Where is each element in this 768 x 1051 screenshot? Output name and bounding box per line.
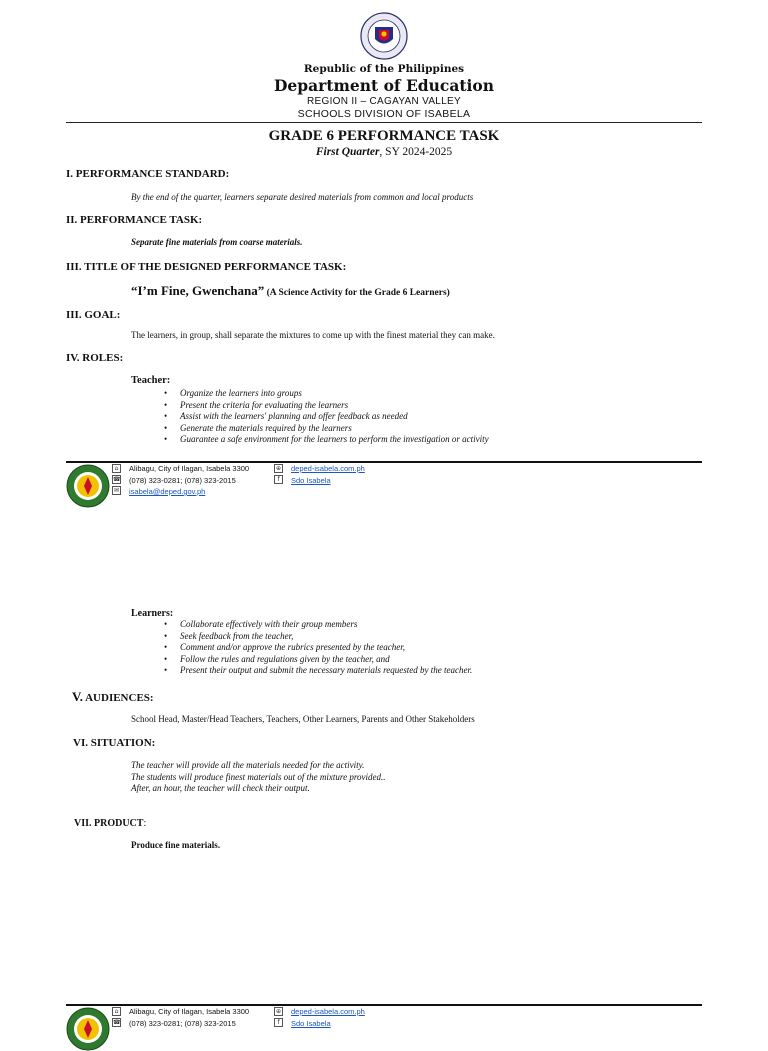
goal-heading: III. GOAL: <box>66 309 121 321</box>
footer-email-link[interactable]: isabela@deped.gov.ph <box>129 487 206 496</box>
list-item: • Follow the rules and regulations given by the teacher, and <box>180 654 472 666</box>
facebook-icon: f <box>274 475 283 484</box>
facebook-icon: f <box>274 1018 283 1027</box>
teacher-label: Teacher: <box>131 375 171 386</box>
list-item: • Present the criteria for evaluating the learners <box>180 400 489 412</box>
location-icon: ⌂ <box>112 464 121 473</box>
phone-icon: ☎ <box>113 1019 121 1026</box>
school-year: , SY 2024-2025 <box>379 146 453 158</box>
department-name: Department of Education <box>273 76 495 95</box>
list-item: • Assist with the learners' planning and offer feedback as needed <box>180 411 489 423</box>
footer-facebook-link[interactable]: Sdo Isabela <box>291 475 331 485</box>
list-item: • Present their output and submit the necessary materials requested by the teacher. <box>180 665 472 677</box>
audiences-numeral: V. <box>72 689 83 704</box>
list-item: • Seek feedback from the teacher, <box>180 631 472 643</box>
situation-heading: VI. SITUATION: <box>73 737 156 749</box>
audiences-heading <box>72 689 154 705</box>
quarter-line <box>0 146 768 158</box>
phone-icon: ☎ <box>113 476 121 483</box>
audiences-title: AUDIENCES: <box>82 692 154 704</box>
footer-contact <box>129 1006 249 1029</box>
goal-text: The learners, in group, shall separate the mixtures to come up with the finest material they can make. <box>131 330 495 340</box>
situation-line: The teacher will provide all the materials needed for the activity. <box>131 760 365 770</box>
region-line: REGION II – CAGAYAN VALLEY <box>307 96 461 107</box>
footer-links <box>291 1006 365 1029</box>
footer-website-link[interactable]: deped-isabela.com.ph <box>291 1007 365 1016</box>
sdo-isabela-logo-icon <box>66 464 110 508</box>
product-title: VII. PRODUCT <box>74 818 144 829</box>
header-divider <box>66 122 702 123</box>
audiences-text: School Head, Master/Head Teachers, Teachers, Other Learners, Parents and Other Stakeholders <box>131 714 475 724</box>
list-item: • Organize the learners into groups <box>180 388 489 400</box>
footer-contact <box>129 463 249 498</box>
list-item: • Guarantee a safe environment for the learners to perform the investigation or activity <box>180 434 489 446</box>
product-heading <box>74 818 146 829</box>
learners-label: Learners: <box>131 608 174 619</box>
list-item: • Collaborate effectively with their group members <box>180 619 472 631</box>
deped-seal-icon <box>360 12 408 60</box>
footer-facebook-link[interactable]: Sdo Isabela <box>291 1018 331 1028</box>
republic-line: Republic of the Philippines <box>303 63 465 75</box>
product-text: Produce fine materials. <box>131 840 221 850</box>
designed-title <box>131 283 450 299</box>
footer-website-link[interactable]: deped-isabela.com.ph <box>291 464 365 473</box>
standard-heading: I. PERFORMANCE STANDARD: <box>66 168 230 180</box>
task-text: Separate fine materials from coarse materials. <box>131 237 303 247</box>
email-icon: ✉ <box>113 487 120 494</box>
situation-text <box>131 760 385 795</box>
page-title: GRADE 6 PERFORMANCE TASK <box>268 128 500 144</box>
learners-list <box>160 619 472 677</box>
division-line: SCHOOLS DIVISION OF ISABELA <box>297 108 471 120</box>
designed-title-main: “I’m Fine, Gwenchana” <box>131 283 265 298</box>
list-item: • Comment and/or approve the rubrics presented by the teacher, <box>180 642 472 654</box>
teacher-list <box>160 388 489 446</box>
footer-links <box>291 463 365 486</box>
roles-heading: IV. ROLES: <box>66 352 124 364</box>
web-icon: ⊕ <box>275 1008 282 1015</box>
footer-phone: (078) 323-0281; (078) 323-2015 <box>129 1018 236 1028</box>
situation-line: The students will produce finest materials out of the mixture provided.. <box>131 771 386 782</box>
list-item: • Generate the materials required by the learners <box>180 423 489 435</box>
product-colon: : <box>143 818 147 829</box>
task-heading: II. PERFORMANCE TASK: <box>66 214 203 226</box>
situation-line: After, an hour, the teacher will check their output. <box>131 783 310 794</box>
web-icon: ⊕ <box>275 465 282 472</box>
designed-title-sub: (A Science Activity for the Grade 6 Learners) <box>264 288 450 298</box>
standard-text: By the end of the quarter, learners separate desired materials from common and local products <box>131 192 474 202</box>
quarter-label: First Quarter <box>315 146 380 158</box>
footer-address: Alibagu, City of Ilagan, Isabela 3300 <box>129 464 250 473</box>
sdo-isabela-logo-icon <box>66 1007 110 1051</box>
footer-address: Alibagu, City of Ilagan, Isabela 3300 <box>129 1007 250 1016</box>
footer-phone: (078) 323-0281; (078) 323-2015 <box>129 475 236 485</box>
designed-title-heading: III. TITLE OF THE DESIGNED PERFORMANCE TASK: <box>66 261 347 273</box>
location-icon: ⌂ <box>112 1007 121 1016</box>
